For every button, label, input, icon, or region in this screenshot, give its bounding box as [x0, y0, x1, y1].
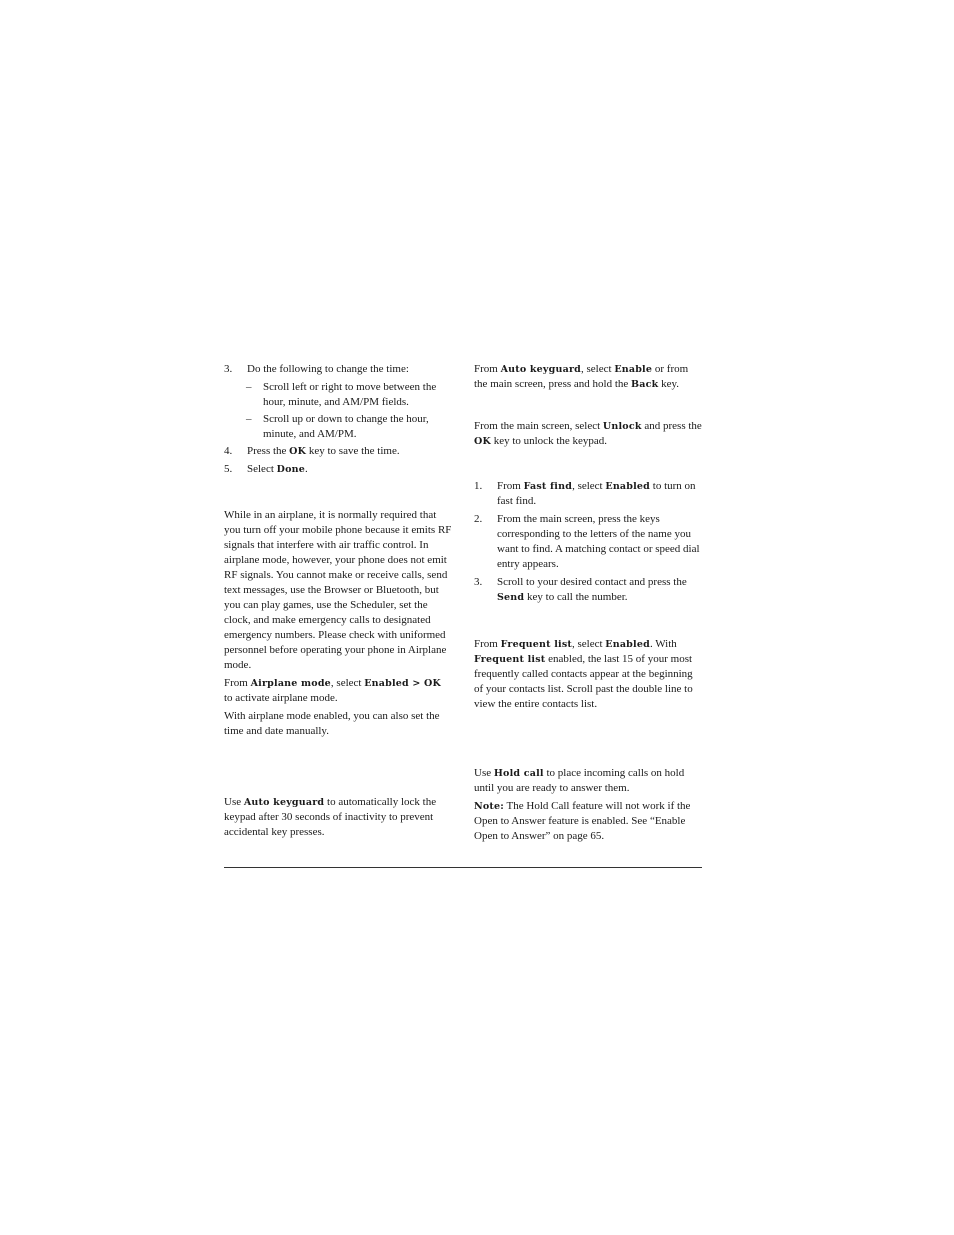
fastfind-step-3: 3. Scroll to your desired contact and press the Send key to call the number.	[474, 576, 687, 603]
frequent-text: From Frequent list, select Enabled. With Frequent list enabled, the last 15 of your most frequently called contacts appear at the beginning of your contacts list. Scroll past the double line to view the entire contacts list.	[474, 638, 693, 710]
airplane-intro: While in an airplane, it is normally required that you turn off your mobile phone because it emits RF signals that interfere with air traffic control. In airplane mode, however, your phone does not emit RF signals. You cannot make or receive calls, send text messages, use the Browser or Bluetooth, but you can play games, use the Scheduler, set the clock, and make emergency calls to designated emergency numbers. Please check with uniformed personnel before operating your phone in Airplane mode.	[224, 509, 452, 671]
fastfind-step-1: 1. From Fast find, select Enabled to turn on fast find.	[474, 480, 696, 507]
footer-rule	[224, 867, 702, 868]
keyguard-enable-text: From Auto keyguard, select Enable or from the main screen, press and hold the Back key.	[474, 363, 689, 390]
unlock-section	[474, 419, 702, 452]
holdcall-section	[474, 766, 702, 847]
airplane-manual: With airplane mode enabled, you can also set the time and date manually.	[224, 710, 440, 737]
frequent-section	[474, 637, 702, 715]
note-label: Note:	[474, 801, 504, 812]
substep-2: – Scroll up or down to change the hour, minute, and AM/PM.	[246, 413, 429, 440]
time-steps	[224, 362, 452, 480]
holdcall-text: Use Hold call to place incoming calls on hold until you are ready to answer them.	[474, 767, 685, 794]
fastfind-section	[474, 479, 702, 608]
step-4: 4. Press the OK key to save the time.	[224, 445, 400, 457]
keyguard-intro: Use Auto keyguard to automatically lock the keypad after 30 seconds of inactivity to prevent accidental key presses.	[224, 796, 437, 838]
unlock-text: From the main screen, select Unlock and press the OK key to unlock the keypad.	[474, 420, 702, 447]
keyguard-section	[224, 795, 452, 843]
fastfind-step-2: 2. From the main screen, press the keys corresponding to the letters of the name you want to find. A matching contact or speed dial entry appears.	[474, 513, 700, 570]
ok-key-label: OK	[289, 446, 307, 457]
step-3: 3. Do the following to change the time:	[224, 363, 409, 375]
airplane-section	[224, 508, 452, 742]
holdcall-note: Note: The Hold Call feature will not work if the Open to Answer feature is enabled. See “Enable Open to Answer” on page 65.	[474, 800, 691, 842]
step-5: 5. Select Done.	[224, 463, 308, 475]
substep-1: – Scroll left or right to move between the hour, minute, and AM/PM fields.	[246, 381, 437, 408]
done-label: Done	[276, 464, 305, 475]
keyguard-enable-section	[474, 362, 702, 395]
airplane-activate: From Airplane mode, select Enabled > OK to activate airplane mode.	[224, 677, 441, 704]
